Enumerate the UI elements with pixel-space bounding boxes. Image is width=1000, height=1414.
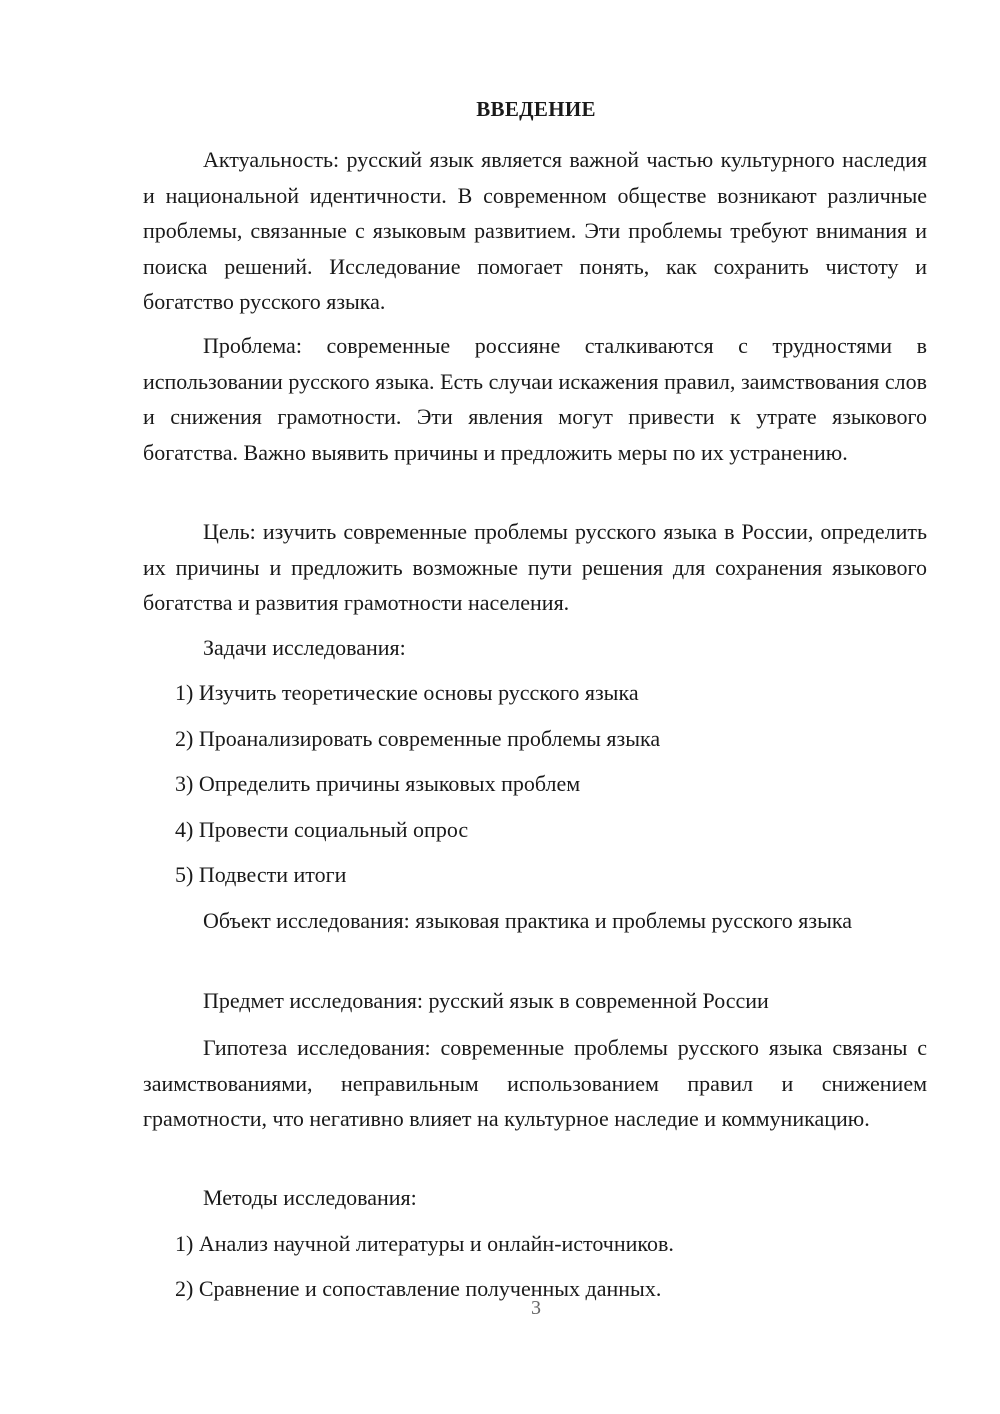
problem-paragraph: Проблема: современные россияне сталкиваются с трудностями в использовании русского языка. Есть случаи искажения правил, заимствования слов и снижения грамотности. Эти явления могут привести к утрате языкового богатства. Важно выявить причины и предложить меры по их устранению.	[143, 333, 927, 465]
hypothesis-paragraph: Гипотеза исследования: современные проблемы русского языка связаны с заимствованиями, неправильным использованием правил и снижением грамотности, что негативно влияет на культурное наследие и коммуникацию.	[143, 1035, 927, 1131]
page-number: 3	[531, 1297, 541, 1319]
goal-paragraph: Цель: изучить современные проблемы русского языка в России, определить их причины и предложить возможные пути решения для сохранения языкового богатства и развития грамотности населения.	[143, 519, 927, 615]
object-paragraph: Объект исследования: языковая практика и проблемы русского языка	[203, 908, 852, 933]
task-item: 4) Провести социальный опрос	[175, 817, 469, 842]
relevance-paragraph: Актуальность: русский язык является важной частью культурного наследия и национальной идентичности. В современном обществе возникают различные проблемы, связанные с языковым развитием. Эти проблемы требуют внимания и поиска решений. Исследование помогает понять, как сохранить чистоту и богатство русского языка.	[143, 147, 927, 314]
task-item: 5) Подвести итоги	[175, 862, 347, 887]
method-item: 2) Сравнение и сопоставление полученных данных.	[175, 1276, 662, 1301]
method-item: 1) Анализ научной литературы и онлайн-источников.	[175, 1231, 674, 1256]
page-title: ВВЕДЕНИЕ	[476, 97, 596, 121]
methods-label: Методы исследования:	[203, 1185, 417, 1210]
task-item: 3) Определить причины языковых проблем	[175, 771, 581, 796]
task-item: 2) Проанализировать современные проблемы языка	[175, 726, 661, 751]
task-item: 1) Изучить теоретические основы русского языка	[175, 680, 639, 705]
subject-line: Предмет исследования: русский язык в современной России	[203, 988, 769, 1013]
tasks-label: Задачи исследования:	[203, 635, 406, 660]
